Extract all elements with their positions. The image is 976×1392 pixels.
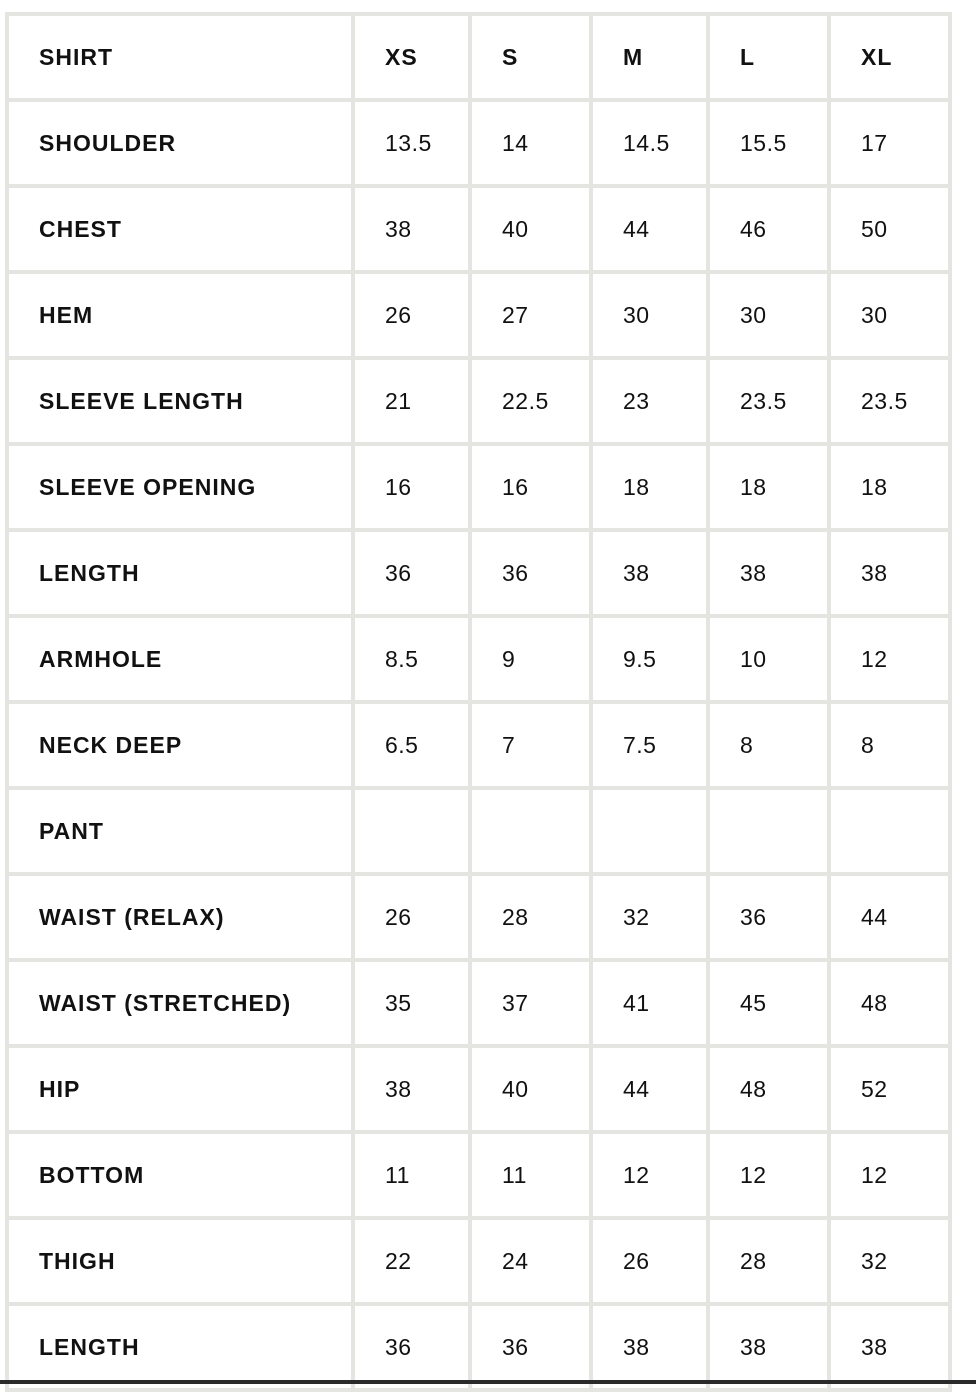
table-cell: 50 <box>831 188 948 270</box>
row-label: HEM <box>9 274 351 356</box>
table-cell: 37 <box>472 962 589 1044</box>
table-row <box>9 1134 948 1216</box>
table-cell: 36 <box>355 1306 468 1388</box>
table-cell: 18 <box>831 446 948 528</box>
table-cell: 24 <box>472 1220 589 1302</box>
table-cell: 8 <box>831 704 948 786</box>
table-cell: 36 <box>710 876 827 958</box>
table-cell: 38 <box>831 1306 948 1388</box>
table-cell: 38 <box>355 188 468 270</box>
table-cell: 44 <box>593 188 706 270</box>
table-cell: 26 <box>355 876 468 958</box>
table-cell: 14.5 <box>593 102 706 184</box>
table-cell: 7.5 <box>593 704 706 786</box>
table-row <box>9 618 948 700</box>
row-label: WAIST (RELAX) <box>9 876 351 958</box>
header-cell-size: S <box>472 16 589 98</box>
table-row <box>9 532 948 614</box>
table-cell: 28 <box>710 1220 827 1302</box>
table-row <box>9 102 948 184</box>
table-cell: 52 <box>831 1048 948 1130</box>
table-cell: 35 <box>355 962 468 1044</box>
table-cell: 30 <box>593 274 706 356</box>
table-cell: 28 <box>472 876 589 958</box>
table-row <box>9 1220 948 1302</box>
table-cell: 44 <box>831 876 948 958</box>
table-cell <box>593 790 706 872</box>
table-cell: 22 <box>355 1220 468 1302</box>
row-label: HIP <box>9 1048 351 1130</box>
table-cell: 40 <box>472 1048 589 1130</box>
row-label: SLEEVE LENGTH <box>9 360 351 442</box>
row-label: LENGTH <box>9 532 351 614</box>
bottom-divider <box>0 1380 976 1384</box>
table-cell: 6.5 <box>355 704 468 786</box>
table-cell: 13.5 <box>355 102 468 184</box>
header-cell-size: XS <box>355 16 468 98</box>
table-cell <box>472 790 589 872</box>
table-cell: 14 <box>472 102 589 184</box>
table-cell <box>831 790 948 872</box>
table-cell: 32 <box>593 876 706 958</box>
table-cell: 12 <box>831 1134 948 1216</box>
row-label: SLEEVE OPENING <box>9 446 351 528</box>
row-label: CHEST <box>9 188 351 270</box>
header-cell-size: L <box>710 16 827 98</box>
table-cell: 12 <box>593 1134 706 1216</box>
table-row <box>9 876 948 958</box>
row-label: THIGH <box>9 1220 351 1302</box>
table-cell: 18 <box>710 446 827 528</box>
header-cell-size: XL <box>831 16 948 98</box>
table-row <box>9 704 948 786</box>
table-cell: 12 <box>831 618 948 700</box>
table-row <box>9 360 948 442</box>
row-label: ARMHOLE <box>9 618 351 700</box>
row-label: WAIST (STRETCHED) <box>9 962 351 1044</box>
table-cell: 48 <box>710 1048 827 1130</box>
table-cell: 11 <box>355 1134 468 1216</box>
table-cell: 10 <box>710 618 827 700</box>
table-cell: 38 <box>593 532 706 614</box>
table-cell: 23.5 <box>831 360 948 442</box>
row-label: PANT <box>9 790 351 872</box>
table-row <box>9 790 948 872</box>
row-label: SHOULDER <box>9 102 351 184</box>
table-cell: 36 <box>472 532 589 614</box>
table-cell: 30 <box>710 274 827 356</box>
table-cell: 45 <box>710 962 827 1044</box>
table-cell: 12 <box>710 1134 827 1216</box>
table-cell: 15.5 <box>710 102 827 184</box>
size-chart-table <box>5 12 952 1392</box>
table-cell: 8.5 <box>355 618 468 700</box>
table-header-row <box>9 16 948 98</box>
table-cell: 38 <box>831 532 948 614</box>
table-cell: 38 <box>710 1306 827 1388</box>
table-row <box>9 1306 948 1388</box>
table-cell: 48 <box>831 962 948 1044</box>
table-row <box>9 1048 948 1130</box>
table-cell: 16 <box>472 446 589 528</box>
table-cell: 27 <box>472 274 589 356</box>
table-cell: 23.5 <box>710 360 827 442</box>
table-cell: 44 <box>593 1048 706 1130</box>
table-cell: 38 <box>355 1048 468 1130</box>
row-label: BOTTOM <box>9 1134 351 1216</box>
row-label: NECK DEEP <box>9 704 351 786</box>
row-label: LENGTH <box>9 1306 351 1388</box>
table-cell: 22.5 <box>472 360 589 442</box>
table-cell <box>710 790 827 872</box>
header-cell-size: M <box>593 16 706 98</box>
table-cell: 18 <box>593 446 706 528</box>
table-row <box>9 962 948 1044</box>
table-cell: 36 <box>355 532 468 614</box>
table-cell: 40 <box>472 188 589 270</box>
table-cell: 9 <box>472 618 589 700</box>
table-row <box>9 274 948 356</box>
table-cell: 8 <box>710 704 827 786</box>
table-cell: 23 <box>593 360 706 442</box>
table-cell: 7 <box>472 704 589 786</box>
table-cell: 9.5 <box>593 618 706 700</box>
table-cell: 26 <box>593 1220 706 1302</box>
table-cell: 26 <box>355 274 468 356</box>
table-cell: 11 <box>472 1134 589 1216</box>
header-cell-category: SHIRT <box>9 16 351 98</box>
table-cell <box>355 790 468 872</box>
table-cell: 36 <box>472 1306 589 1388</box>
table-cell: 16 <box>355 446 468 528</box>
table-cell: 41 <box>593 962 706 1044</box>
table-cell: 38 <box>710 532 827 614</box>
table-cell: 46 <box>710 188 827 270</box>
table-cell: 30 <box>831 274 948 356</box>
table-cell: 38 <box>593 1306 706 1388</box>
table-row <box>9 446 948 528</box>
table-cell: 21 <box>355 360 468 442</box>
table-row <box>9 188 948 270</box>
table-cell: 17 <box>831 102 948 184</box>
table-cell: 32 <box>831 1220 948 1302</box>
